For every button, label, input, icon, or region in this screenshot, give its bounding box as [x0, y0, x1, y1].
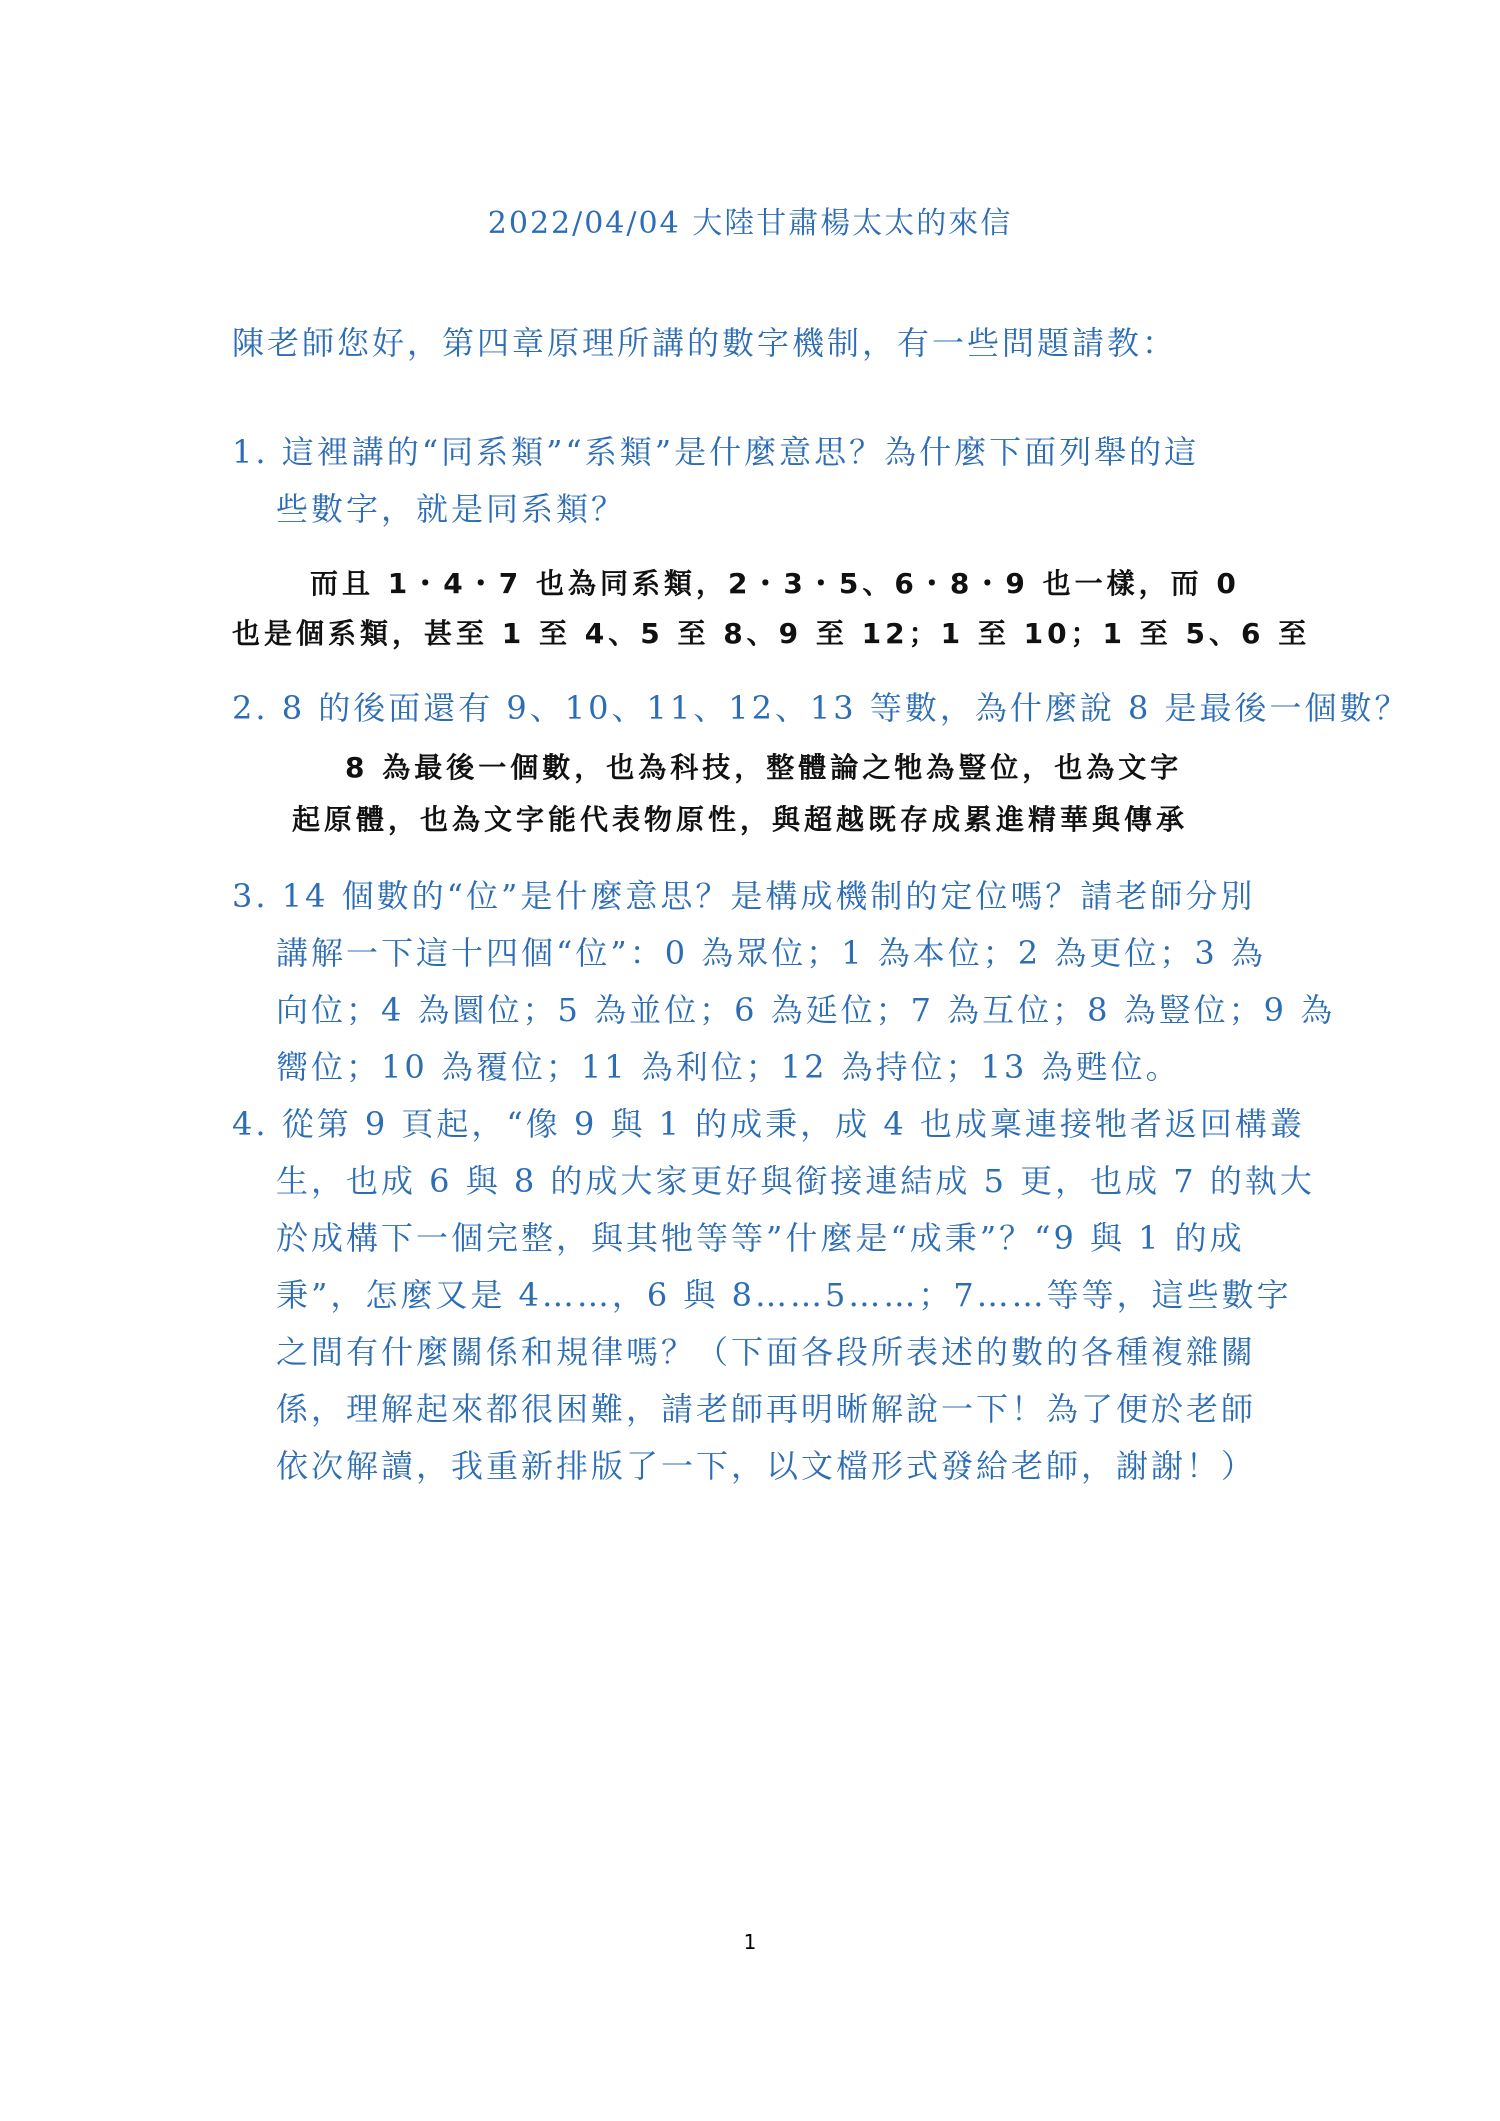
- question-4-line-6: 係，理解起來都很困難，請老師再明晰解說一下！為了便於老師: [276, 1390, 1257, 1428]
- question-4-line-4: 秉”，怎麼又是 4……，6 與 8……5……；7……等等，這些數字: [276, 1276, 1292, 1314]
- question-3: [232, 868, 1336, 1096]
- question-1: [232, 424, 1282, 538]
- quote-1-line-1: 而且 1・4・7 也為同系類，2・3・5、6・8・9 也一樣，而 0: [310, 567, 1240, 600]
- greeting-paragraph: 陳老師您好，第四章原理所講的數字機制，有一些問題請教：: [232, 324, 1178, 362]
- page-number: 1: [743, 1930, 757, 1954]
- question-4-line-2: 生，也成 6 與 8 的成大家更好與銜接連結成 5 更，也成 7 的執大: [276, 1162, 1315, 1200]
- question-2: [232, 680, 1410, 737]
- question-2-line-1: 2. 8 的後面還有 9、10、11、12、13 等數，為什麼說 8 是最後一個數？: [232, 689, 1410, 727]
- question-4-line-3: 於成構下一個完整，與其牠等等”什麼是“成秉”？“9 與 1 的成: [276, 1219, 1245, 1257]
- question-3-line-4: 嚮位；10 為覆位；11 為利位；12 為持位；13 為甦位。: [276, 1048, 1181, 1086]
- question-1-line-1: 1. 這裡講的“同系類”“系類”是什麼意思？為什麼下面列舉的這: [232, 433, 1200, 471]
- question-1-line-2: 些數字，就是同系類？: [276, 490, 627, 528]
- question-4: [232, 1096, 1315, 1495]
- quote-2-line-2: 起原體，也為文字能代表物原性，與超越既存成累進精華與傳承: [292, 803, 1189, 836]
- quote-2-line-1: 8 為最後一個數，也為科技，整體論之牠為豎位，也為文字: [345, 751, 1183, 784]
- question-4-line-7: 依次解讀，我重新排版了一下，以文檔形式發給老師，謝謝！）: [276, 1447, 1257, 1485]
- question-3-line-1: 3. 14 個數的“位”是什麼意思？是構成機制的定位嗎？請老師分別: [232, 877, 1256, 915]
- letter-title: 2022/04/04 大陸甘肅楊太太的來信: [487, 206, 1013, 241]
- question-3-line-3: 向位；4 為圜位；5 為並位；6 為延位；7 為互位；8 為豎位；9 為: [276, 991, 1336, 1029]
- question-3-line-2: 講解一下這十四個“位”：0 為眾位；1 為本位；2 為更位；3 為: [276, 934, 1266, 972]
- question-4-line-1: 4. 從第 9 頁起，“像 9 與 1 的成秉，成 4 也成稟連接牠者返回構叢: [232, 1105, 1305, 1143]
- question-4-line-5: 之間有什麼關係和規律嗎？（下面各段所表述的數的各種複雜關: [276, 1333, 1257, 1371]
- quote-1-line-2: 也是個系類，甚至 1 至 4、5 至 8、9 至 12；1 至 10；1 至 5、6 至: [232, 617, 1311, 650]
